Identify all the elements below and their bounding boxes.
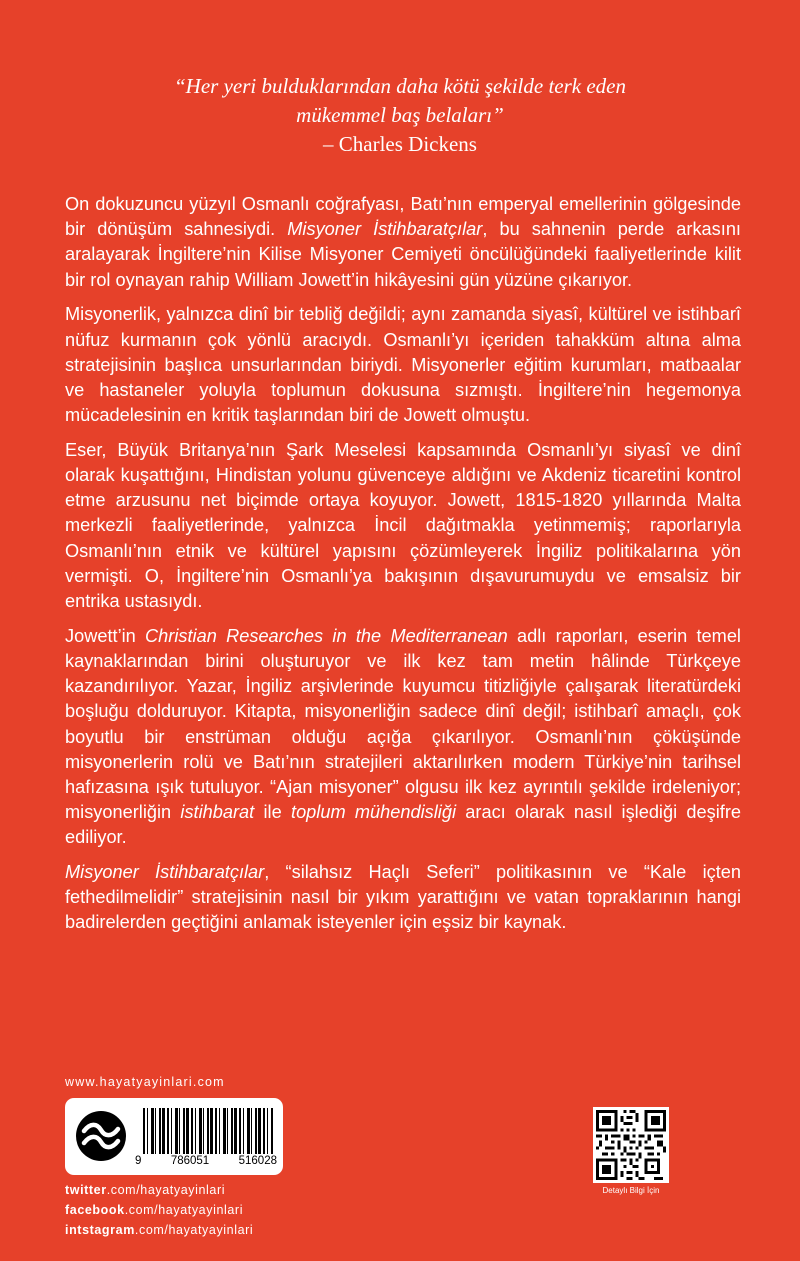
back-cover-blurb <box>65 192 741 945</box>
paragraph-4-text-a: Jowett’in <box>65 625 146 646</box>
paragraph-5 <box>65 860 741 936</box>
epigraph-quote <box>0 72 800 159</box>
term-toplum-muhendisligi-italic: toplum mühendisliği <box>291 802 456 823</box>
isbn-number <box>135 1155 277 1167</box>
quote-line-1: “Her yeri bulduklarından daha kötü şekilde terk eden <box>174 74 626 98</box>
quote-line-2: mükemmel baş belaları” <box>296 103 504 127</box>
barcode-icon <box>143 1108 273 1154</box>
book-title-italic: Misyoner İstihbaratçılar <box>287 219 483 240</box>
facebook-label: facebook <box>65 1203 125 1217</box>
twitter-handle: .com/hayatyayinlari <box>106 1183 226 1197</box>
hayat-logo-icon <box>75 1110 127 1162</box>
qr-label: Detaylı Bilgi İçin <box>602 1186 660 1195</box>
publisher-website[interactable]: www.hayatyayinlari.com <box>65 1075 225 1089</box>
twitter-label: twitter <box>65 1183 107 1197</box>
source-title-italic: Christian Researches in the Mediterranean <box>145 625 508 646</box>
facebook-handle: .com/hayatyayinlari <box>124 1203 244 1217</box>
quote-author: – Charles Dickens <box>323 132 477 156</box>
isbn-barcode-panel <box>65 1098 283 1175</box>
paragraph-5-text-b: , “silahsız Haçlı Seferi” politikasının ve “Kale içten fethedilmelidir” stratejisinin nasıl bir yıkım yarattığını ve vatan topraklarının hangi badirelerden geçtiğini anlamak isteyenler için eşsiz bir kaynak. <box>65 862 741 933</box>
paragraph-4 <box>65 624 741 851</box>
instagram-handle: .com/hayatyayinlari <box>134 1223 254 1237</box>
isbn-group-2: 516028 <box>238 1155 277 1167</box>
paragraph-4-text-c: adlı raporları, eserin temel kaynaklarından birini oluşturuyor ve ilk kez tam metin hâlinde Türkçeye kazandırılıyor. Yazar, İngiliz arşivlerinde kuyumcu titizliğiyle çalışarak literatürdeki boşluğu dolduruyor. Kitapta, misyonerliğin sadece dinî değil; istihbarî amaçlı, çok boyutlu bir enstrüman olduğu açığa çıkarılıyor. Osmanlı’nın çöküşünde misyonerlerin rolü ve Batı’nın stratejileri aktarılırken modern Türkiye’nin tarihsel hafızasına ışık tutuluyor. “Ajan misyoner” olgusu ilk kez ayrıntılı şekilde irdeleniyor; misyonerliğin <box>65 625 741 823</box>
instagram-label: intstagram <box>65 1223 135 1237</box>
instagram-link[interactable] <box>65 1220 253 1240</box>
paragraph-2: Misyonerlik, yalnızca dinî bir tebliğ değildi; aynı zamanda siyasî, kültürel ve istihbarî nüfuz kurmanın çok yönlü aracıydı. Osmanlı’yı içeriden tahakküm altına alma stratejisinin başlıca unsurlarından biriydi. Misyonerler eğitim kurumları, matbaalar ve hastaneler yoluyla toplumun dokusuna sızmıştı. İngiltere’nin hegemonya mücadelesinin en kritik taşlarından biri de Jowett olmuştu. <box>65 304 741 426</box>
isbn-prefix: 9 <box>135 1155 142 1167</box>
facebook-link[interactable] <box>65 1200 253 1220</box>
paragraph-3: Eser, Büyük Britanya’nın Şark Meselesi kapsamında Osmanlı’yı siyasî ve dinî olarak kuşattığını, Hindistan yolunu güvenceye aldığını ve Akdeniz ticaretini kontrol etme arzusunu net biçimde ortaya koyuyor. Jowett, 1815-1820 yıllarında Malta merkezli faaliyetlerinde, yalnızca İncil dağıtmakla yetinmemiş; raporlarıyla Osmanlı’nın etnik ve kültürel yapısını çözümleyerek İngiliz politikalarına yön vermişti. O, İngiltere’nin Osmanlı’ya bakışının dışavurumuydu ve emsalsiz bir entrika ustasıydı. <box>65 439 741 612</box>
social-links <box>65 1180 253 1240</box>
twitter-link[interactable] <box>65 1180 253 1200</box>
paragraph-4-text-e: ile <box>254 802 292 823</box>
paragraph-1 <box>65 192 741 293</box>
paragraph-4-text-g: aracı olarak nasıl işlediği deşifre ediliyor. <box>65 802 742 848</box>
qr-code-icon[interactable] <box>593 1107 669 1183</box>
paragraph-1-text-a: On dokuzuncu yüzyıl Osmanlı coğrafyası, Batı’nın emperyal emellerinin gölgesinde bir dönüşüm sahnesiydi. <box>65 194 741 240</box>
book-title-italic-2: Misyoner İstihbaratçılar <box>65 862 265 883</box>
isbn-group-1: 786051 <box>170 1155 210 1167</box>
paragraph-1-text-c: , bu sahnenin perde arkasını aralayarak İngiltere’nin Kilise Misyoner Cemiyeti öncülüğündeki faaliyetlerinde kilit bir rol oynayan rahip William Jowett’in hikâyesini gün yüzüne çıkarıyor. <box>65 219 741 290</box>
term-istihbarat-italic: istihbarat <box>180 802 255 823</box>
